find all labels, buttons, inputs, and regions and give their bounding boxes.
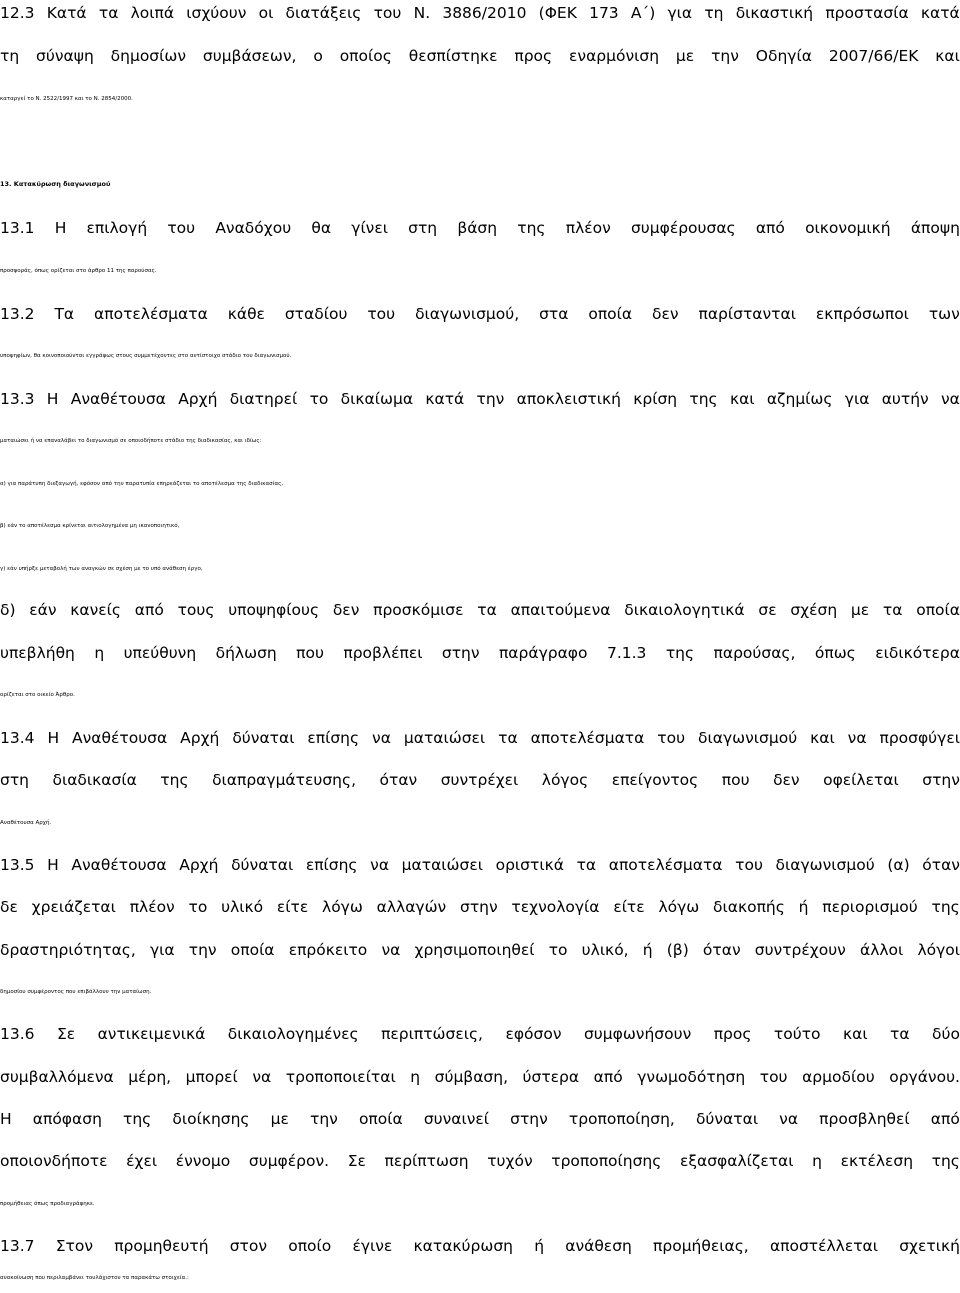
text-line: Η απόφαση της διοίκησης με την οποία συναινεί στην τροποποίηση, δύναται να προσβληθεί από	[0, 1110, 960, 1128]
text-line: 12.3 Κατά τα λοιπά ισχύουν οι διατάξεις του Ν. 3886/2010 (ΦΕΚ 173 Α΄) για τη δικαστική προστασία κατά	[0, 4, 960, 22]
text-line: ορίζεται στο οικείο Άρθρο.	[0, 692, 75, 698]
text-line: γ) εάν υπήρξε μεταβολή των αναγκών σε σχέση με το υπό ανάθεση έργο,	[0, 566, 203, 572]
text-line: 13.6 Σε αντικειμενικά δικαιολογημένες περιπτώσεις, εφόσον συμφωνήσουν προς τούτο και τα δύο	[0, 1025, 960, 1043]
text-line: 13.2 Τα αποτελέσματα κάθε σταδίου του διαγωνισμού, στα οποία δεν παρίστανται εκπρόσωποι των	[0, 305, 960, 323]
text-line: 13.5 Η Αναθέτουσα Αρχή δύναται επίσης να ματαιώσει οριστικά τα αποτελέσματα του διαγωνισμού (α) όταν	[0, 856, 960, 874]
text-line: 13.7 Στον προμηθευτή στον οποίο έγινε κατακύρωση ή ανάθεση προμήθειας, αποστέλλεται σχετική	[0, 1237, 960, 1255]
text-line: β) εάν το αποτέλεσμα κρίνεται αιτιολογημένα μη ικανοποιητικό,	[0, 523, 180, 529]
text-line: ανακοίνωση που περιλαμβάνει τουλάχιστον τα παρακάτω στοιχεία.:	[0, 1275, 189, 1281]
text-line: ματαιώσει ή να επαναλάβει το διαγωνισμό σε οποιοδήποτε στάδιο της διαδικασίας, και ιδίως:	[0, 438, 262, 444]
text-line: καταργεί το Ν. 2522/1997 και το Ν. 2854/2000.	[0, 96, 133, 102]
section-heading: 13. Κατακύρωση διαγωνισμού	[0, 180, 111, 188]
text-line: οποιονδήποτε έχει έννομο συμφέρον. Σε περίπτωση τυχόν τροποποίησης εξασφαλίζεται η εκτέλεση της	[0, 1152, 960, 1170]
text-line: υπεβλήθη η υπεύθυνη δήλωση που προβλέπει στην παράγραφο 7.1.3 της παρούσας, όπως ειδικότερα	[0, 644, 960, 662]
text-line: 13.4 Η Αναθέτουσα Αρχή δύναται επίσης να ματαιώσει τα αποτελέσματα του διαγωνισμού και να προσφύγει	[0, 729, 960, 747]
text-line: 13.3 Η Αναθέτουσα Αρχή διατηρεί το δικαίωμα κατά την αποκλειστική κρίση της και αζημίως για αυτήν να	[0, 390, 960, 408]
text-line: δε χρειάζεται πλέον το υλικό είτε λόγω αλλαγών στην τεχνολογία είτε λόγω διακοπής ή περιορισμού της	[0, 898, 960, 916]
text-line: δημοσίου συμφέροντος που επιβάλλουν την ματαίωση.	[0, 989, 152, 995]
text-line: δ) εάν κανείς από τους υποψηφίους δεν προσκόμισε τα απαιτούμενα δικαιολογητικά σε σχέση με τα οποία	[0, 601, 960, 619]
text-line: 13.1 Η επιλογή του Αναδόχου θα γίνει στη βάση της πλέον συμφέρουσας από οικονομική άποψη	[0, 219, 960, 237]
text-line: τη σύναψη δημοσίων συμβάσεων, ο οποίος θεσπίστηκε προς εναρμόνιση με την Οδηγία 2007/66/ΕΚ και	[0, 47, 960, 65]
text-line: προσφοράς, όπως ορίζεται στο άρθρο 11 της παρούσας.	[0, 268, 157, 274]
text-line: υποψηφίων, θα κοινοποιούνται εγγράφως στους συμμετέχοντες στο αντίστοιχο στάδιο του διαγωνισμού.	[0, 353, 292, 359]
text-line: συμβαλλόμενα μέρη, μπορεί να τροποποιείται η σύμβαση, ύστερα από γνωμοδότηση του αρμοδίου οργάνου.	[0, 1068, 960, 1086]
text-line: δραστηριότητας, για την οποία επρόκειτο να χρησιμοποιηθεί το υλικό, ή (β) όταν συντρέχουν άλλοι λόγοι	[0, 941, 960, 959]
text-line: στη διαδικασία της διαπραγμάτευσης, όταν συντρέχει λόγος επείγοντος που δεν οφείλεται στην	[0, 771, 960, 789]
text-line: προμήθειας όπως προδιαγράφηκε.	[0, 1201, 95, 1207]
text-line: Αναθέτουσα Αρχή.	[0, 820, 52, 826]
text-line: α) για παράτυπη διεξαγωγή, εφόσον από την παρατυπία επηρεάζεται το αποτέλεσμα της διαδικασίας,	[0, 481, 284, 487]
